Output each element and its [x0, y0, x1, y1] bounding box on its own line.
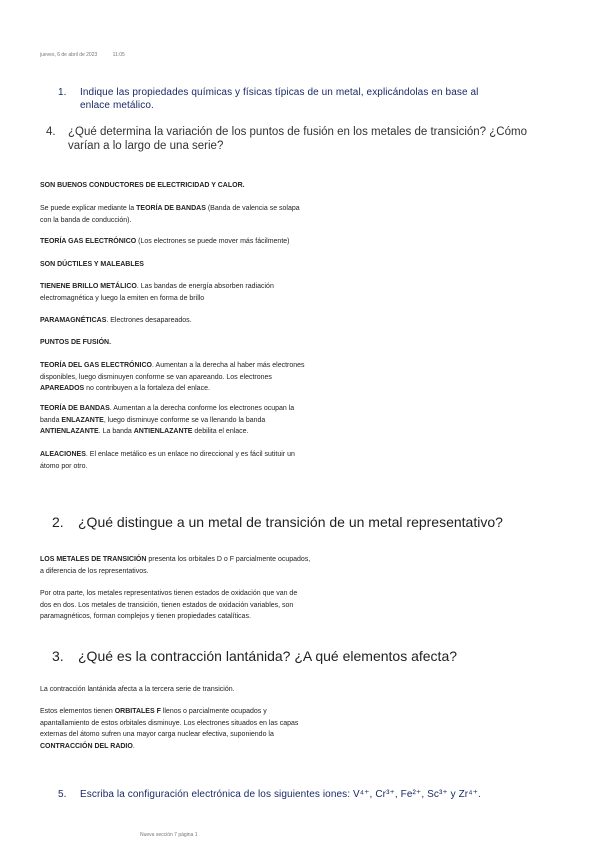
text: átomo por otro. — [40, 462, 88, 470]
text: . Electrones desapareados. — [106, 317, 192, 324]
text: Por otra parte, los metales representativos tienen estados de oxidación que van de — [40, 590, 298, 597]
question-text: ¿Qué determina la variación de los puntos de fusión en los metales de transición? ¿Cómo — [68, 126, 527, 138]
footer-text: Nueva sección 7 página 1 — [140, 832, 198, 838]
answer-gas — [40, 236, 290, 248]
text: , luego disminuye conforme se va llenando la banda — [103, 416, 266, 424]
answer-heading: PUNTOS DE FUSIÓN. — [40, 339, 112, 346]
question-number: 3. — [52, 648, 64, 664]
bold-term: TEORÍA GAS ELECTRÓNICO — [40, 238, 137, 245]
answer-paramagneticas — [40, 315, 192, 327]
question-2 — [52, 514, 503, 530]
question-text: Indique las propiedades químicas y físicas típicas de un metal, explicándolas en base al — [80, 87, 479, 98]
bold-term: TEORÍA DE BANDAS — [136, 205, 206, 212]
answer-bandas — [40, 203, 300, 226]
text: no contribuyen a la fortaleza del enlace. — [84, 385, 210, 392]
question-5 — [58, 788, 528, 799]
answer-transicion — [40, 554, 310, 577]
question-1 — [58, 86, 498, 112]
date-text: jueves, 6 de abril de 2023 — [40, 52, 98, 58]
answer-conductores — [40, 180, 245, 192]
question-text-cont: varían a lo largo de una serie? — [68, 140, 224, 152]
text: a diferencia de los representativos. — [40, 567, 149, 575]
text: externas del átomo sufren una mayor carga nuclear efectiva, suponiendo la — [40, 731, 274, 738]
bold-term: TEORÍA DEL GAS ELECTRÓNICO — [40, 362, 153, 369]
page-date — [40, 52, 125, 58]
answer-bandas-fusion — [40, 403, 294, 438]
question-number: 5. — [58, 789, 67, 799]
bold-term: ANTIENLAZANTE — [133, 428, 193, 435]
answer-brillo — [40, 281, 274, 304]
text: con la banda de conducción). — [40, 216, 132, 224]
text: . Las bandas de energía absorben radiación — [136, 283, 274, 290]
text: . La banda — [98, 428, 134, 435]
text: electromagnética y luego la emiten en forma de brillo — [40, 294, 205, 302]
answer-aleaciones — [40, 449, 295, 472]
text: . El enlace metálico es un enlace no direccional y es fácil sutituir un — [85, 451, 295, 458]
question-number: 2. — [52, 514, 64, 530]
text: dos en dos. Los metales de transición, tienen estados de oxidación variables, son — [40, 601, 294, 609]
text: . Aumentan a la derecha al haber más electrones — [152, 362, 305, 369]
answer-oxidacion — [40, 588, 297, 623]
text: paramagnéticos, forman complejos y tienen propiedades catalíticas. — [40, 613, 251, 620]
text: Estos elementos tienen — [40, 708, 115, 715]
answer-heading: SON BUENOS CONDUCTORES DE ELECTRICIDAD Y CALOR. — [40, 182, 245, 189]
bold-term: LOS METALES DE TRANSICIÓN — [40, 556, 147, 563]
bold-term: CONTRACCIÓN DEL RADIO — [40, 742, 133, 750]
question-text: ¿Qué es la contracción lantánida? ¿A qué elementos afecta? — [78, 648, 458, 664]
text: . — [132, 742, 135, 750]
bold-term: ENLAZANTE — [61, 416, 104, 424]
question-number: 4. — [46, 126, 56, 138]
question-number: 1. — [58, 87, 67, 98]
text: banda — [40, 416, 62, 424]
question-text: Escriba la configuración electrónica de los siguientes iones: V⁴⁺, Cr³⁺, Fe²⁺, Sc³⁺ y Zr⁴⁺. — [80, 789, 481, 799]
bold-term: PARAMAGNÉTICAS — [40, 317, 107, 324]
text: debilita el enlace. — [192, 428, 249, 435]
question-4 — [46, 125, 527, 153]
question-text-cont: enlace metálico. — [80, 100, 154, 111]
answer-orbitales — [40, 706, 298, 752]
answer-fusion — [40, 337, 111, 349]
bold-term: TIENENE BRILLO METÁLICO — [40, 283, 137, 290]
time-text: 11:05 — [112, 52, 125, 58]
text: presenta los orbitales D o F parcialmente ocupados, — [146, 556, 311, 563]
question-3 — [52, 648, 457, 664]
bold-term: APAREADOS — [40, 385, 85, 392]
text: Se puede explicar mediante la — [40, 205, 137, 212]
answer-gas-fusion — [40, 360, 305, 395]
text: (Banda de valencia se solapa — [205, 205, 300, 212]
page-footer — [140, 832, 198, 838]
bold-term: ORBITALES F — [114, 708, 161, 715]
answer-ductiles — [40, 259, 144, 271]
bold-term: ANTIENLAZANTE — [40, 428, 99, 435]
question-text: ¿Qué distingue a un metal de transición de un metal representativo? — [78, 514, 503, 530]
text: apantallamiento de estos orbitales disminuye. Los electrones situados en las capas — [40, 719, 299, 727]
answer-heading: SON DÚCTILES Y MALEABLES — [40, 261, 144, 268]
text: (Los electrones se puede mover más fácilmente) — [136, 238, 290, 245]
text: disponibles, luego disminuyen conforme se van apareando. Los electrones — [40, 373, 272, 381]
bold-term: ALEACIONES — [40, 451, 86, 458]
text: La contracción lantánida afecta a la tercera serie de transición. — [40, 686, 235, 693]
text: . Aumentan a la derecha conforme los electrones ocupan la — [109, 405, 295, 412]
answer-lantanida — [40, 684, 235, 696]
bold-term: TEORÍA DE BANDAS — [40, 405, 110, 412]
text: llenos o parcialmente ocupados y — [160, 708, 267, 715]
